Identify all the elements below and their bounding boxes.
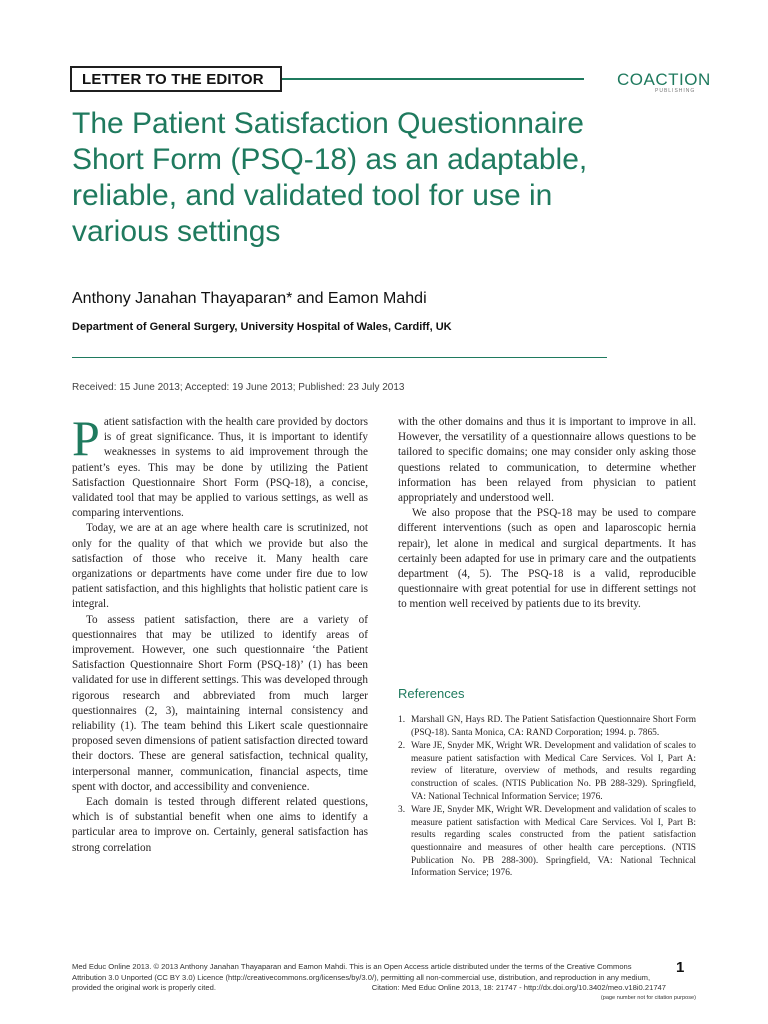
- references-list: [398, 714, 696, 881]
- title-divider: [72, 357, 607, 358]
- author-affiliation: Department of General Surgery, University Hospital of Wales, Cardiff, UK: [72, 321, 452, 333]
- reference-item: 2. Ware JE, Snyder MK, Wright WR. Development and validation of scales to measure patient satisfaction with Medical Care Services. Vol I, Part A: review of literature, overview of methods, and results regarding construction of scales. (NTIS Publication No. PB 288-329). Springfield, VA: National Technical Information Service; 1976.: [398, 741, 696, 802]
- paragraph-5: with the other domains and thus it is important to improve in all. However, the versatility of a questionnaire allows questions to be tailored to specific domains; one may consider only asking those questions related to communication, to determine whether information has been relayed from physician to patient appropriately and understood well.: [398, 416, 696, 505]
- body-column-left: [72, 410, 368, 856]
- reference-item: 3. Ware JE, Snyder MK, Wright WR. Development and validation of scales to measure patient satisfaction with Medical Care Services. Vol I, Part B: results regarding scales constructed from the patient satisfaction questionnaire and measures of other health care perceptions. (NTIS Publication No. PB 288-300). Springfield, VA: National Technical Information Service; 1976.: [398, 805, 696, 879]
- citation-line: Citation: Med Educ Online 2013, 18: 21747 - http://dx.doi.org/10.3402/meo.v18i0.21747: [371, 983, 666, 992]
- header-rule: [282, 78, 584, 80]
- publisher-logo-subtext: PUBLISHING: [655, 88, 696, 94]
- reference-item: 1. Marshall GN, Hays RD. The Patient Satisfaction Questionnaire Short Form (PSQ-18). Santa Monica, CA: RAND Corporation; 1994. p. 7865.: [398, 715, 696, 738]
- section-label: LETTER TO THE EDITOR: [82, 71, 264, 88]
- section-label-box: [70, 66, 282, 92]
- paragraph-4: Each domain is tested through different related questions, which is of substantial benefit when one aims to identify a particular area to improve on. Certainly, general satisfaction has strong correlation: [72, 796, 368, 854]
- page-number-note: (page number not for citation purpose): [600, 995, 696, 1001]
- paragraph-6: We also propose that the PSQ-18 may be used to compare different interventions (such as open and laparoscopic hernia repair), let alone in medical and surgical departments. It has certainly been adapted for use in primary care and the outpatients department (4, 5). The PSQ-18 is a valid, reproducible questionnaire with great potential for use in different settings not to mention well received by patients due to its brevity.: [398, 507, 696, 611]
- footer-license: [72, 962, 666, 994]
- publisher-logo: COACTION: [617, 70, 711, 89]
- paragraph-2: Today, we are at an age where health care is scrutinized, not only for the quality of that which we provide but also the satisfaction of those who receive it. Many health care organizations or departments have come under fire due to low patient satisfaction, and this highlights that holistic patient care is integral.: [72, 522, 368, 611]
- page-number: 1: [676, 959, 685, 976]
- body-column-right: [398, 415, 696, 613]
- paragraph-3: To assess patient satisfaction, there are a variety of questionnaires that may be utilized to identify areas of improvement. However, one such questionnaire ‘the Patient Satisfaction Questionnaire Short Form (PSQ-18)’ (1) has been validated for use in different settings. This was developed through rigorous research and abbreviated from much larger questionnaires (2, 3), maintaining internal consistency and reliability (1). The team behind this Likert scale questionnaire proposed seven dimensions of patient satisfaction directed toward their doctors. These are general satisfaction, technical quality, interpersonal manner, communication, financial aspects, time spent with doctor, and accessibility and convenience.: [72, 613, 368, 793]
- publication-dates: Received: 15 June 2013; Accepted: 19 June 2013; Published: 23 July 2013: [72, 382, 405, 393]
- paragraph-1: [72, 410, 368, 521]
- article-authors: Anthony Janahan Thayaparan* and Eamon Mahdi: [72, 290, 427, 307]
- license-text: Med Educ Online 2013. © 2013 Anthony Janahan Thayaparan and Eamon Mahdi. This is an Open Access article distributed under the terms of the Creative Commons Attribution 3.0 Unported (CC BY 3.0) Licence (http://creativecommons.org/licenses/by/3.0/), permitting all non-commercial use, distribution, and reproduction in any medium, provided the original work is properly cited.: [72, 962, 651, 993]
- article-title: The Patient Satisfaction Questionnaire Short Form (PSQ-18) as an adaptable, reliable, and validated tool for use in various settings: [72, 107, 588, 248]
- drop-cap: P: [72, 410, 100, 466]
- paragraph-1-text: atient satisfaction with the health care provided by doctors is of great significance. Thus, it is important to identify weaknesses in systems to aid improvement through the patient’s eyes. This may be done by utilizing the Patient Satisfaction Questionnaire Short Form (PSQ-18), a concise, validated tool that may be applied to various settings, as well as comparing interventions.: [72, 416, 368, 520]
- references-heading: References: [398, 686, 465, 701]
